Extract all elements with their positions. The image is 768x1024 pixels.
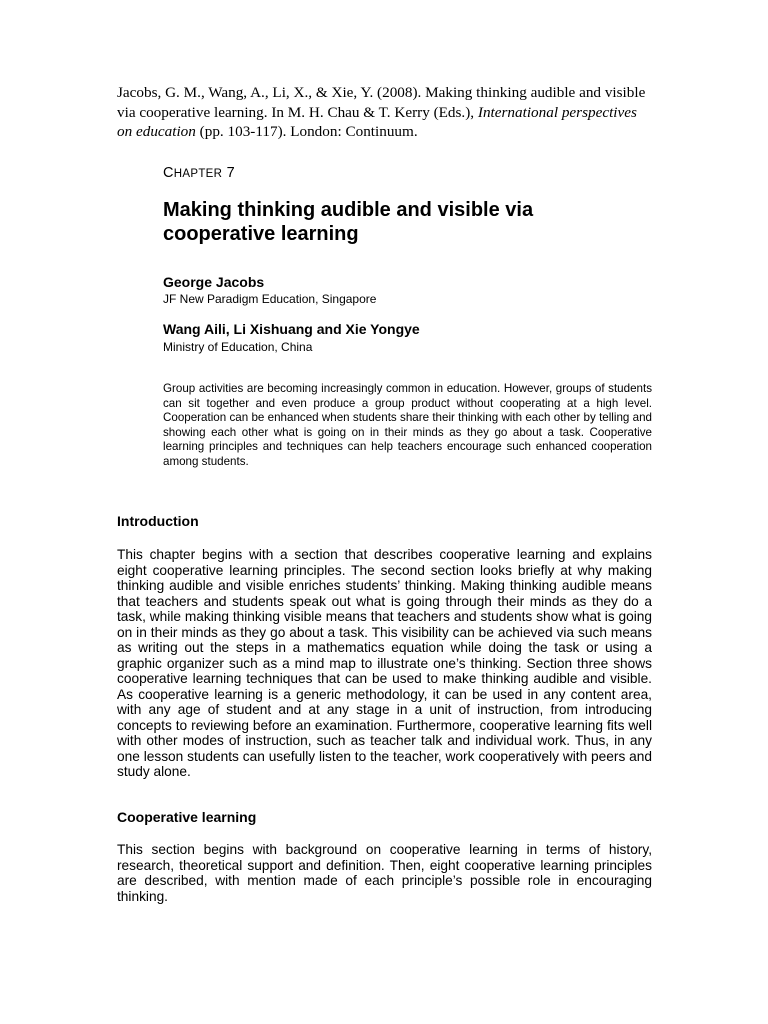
chapter-label-rest: HAPTER bbox=[173, 168, 223, 180]
section-heading-cooperative-learning: Cooperative learning bbox=[117, 809, 257, 825]
chapter-label-initial: C bbox=[163, 165, 174, 181]
author-name: George Jacobs bbox=[163, 274, 265, 290]
chapter-number: 7 bbox=[226, 165, 235, 181]
chapter-label bbox=[163, 165, 235, 181]
citation-text-end: (pp. 103-117). London: Continuum. bbox=[195, 123, 418, 140]
author-affiliation: Ministry of Education, China bbox=[163, 340, 313, 354]
section-heading-introduction: Introduction bbox=[117, 513, 199, 529]
author-affiliation: JF New Paradigm Education, Singapore bbox=[163, 292, 377, 306]
author-name: Wang Aili, Li Xishuang and Xie Yongye bbox=[163, 321, 420, 337]
chapter-title: Making thinking audible and visible via cooperative learning bbox=[163, 199, 534, 245]
citation bbox=[117, 83, 653, 142]
abstract: Group activities are becoming increasingly common in education. However, groups of students can sit together and even produce a group product without cooperating at a high level. Cooperation can be enhanced when students share their thinking with each other by telling and showing each other what is going on in their minds as they go about a task. Cooperative learning principles and techniques can help teachers encourage such enhanced cooperation among students. bbox=[163, 382, 652, 468]
citation-text: Jacobs, G. M., Wang, A., Li, X., & Xie, Y. (2008). Making thinking audible and visible via cooperative learning. In M. H. Chau & T. Kerry (Eds.), bbox=[117, 84, 646, 121]
section-body-cooperative-learning: This section begins with background on cooperative learning in terms of history, research, theoretical support and definition. Then, eight cooperative learning principles are described, with mention made of each principle’s possible role in encouraging thinking. bbox=[117, 842, 652, 904]
citation-book-title: International perspectives on education bbox=[117, 103, 637, 140]
section-body-introduction: This chapter begins with a section that describes cooperative learning and explains eight cooperative learning principles. The second section looks briefly at why making thinking audible and visible enriches students’ thinking. Making thinking audible means that teachers and students speak out what is going through their minds as they do a task, while making thinking visible means that teachers and students show what is going on in their minds as they go about a task. This visibility can be achieved via such means as writing out the steps in a mathematics equation while doing the task or using a graphic organizer such as a mind map to illustrate one’s thinking. Section three shows cooperative learning techniques that can be used to make thinking audible and visible. As cooperative learning is a generic methodology, it can be used in any content area, with any age of student and at any stage in a unit of instruction, from introducing concepts to reviewing before an examination. Furthermore, cooperative learning fits well with other modes of instruction, such as teacher talk and individual work. Thus, in any one lesson students can usefully listen to the teacher, work cooperatively with peers and study alone. bbox=[117, 547, 652, 779]
